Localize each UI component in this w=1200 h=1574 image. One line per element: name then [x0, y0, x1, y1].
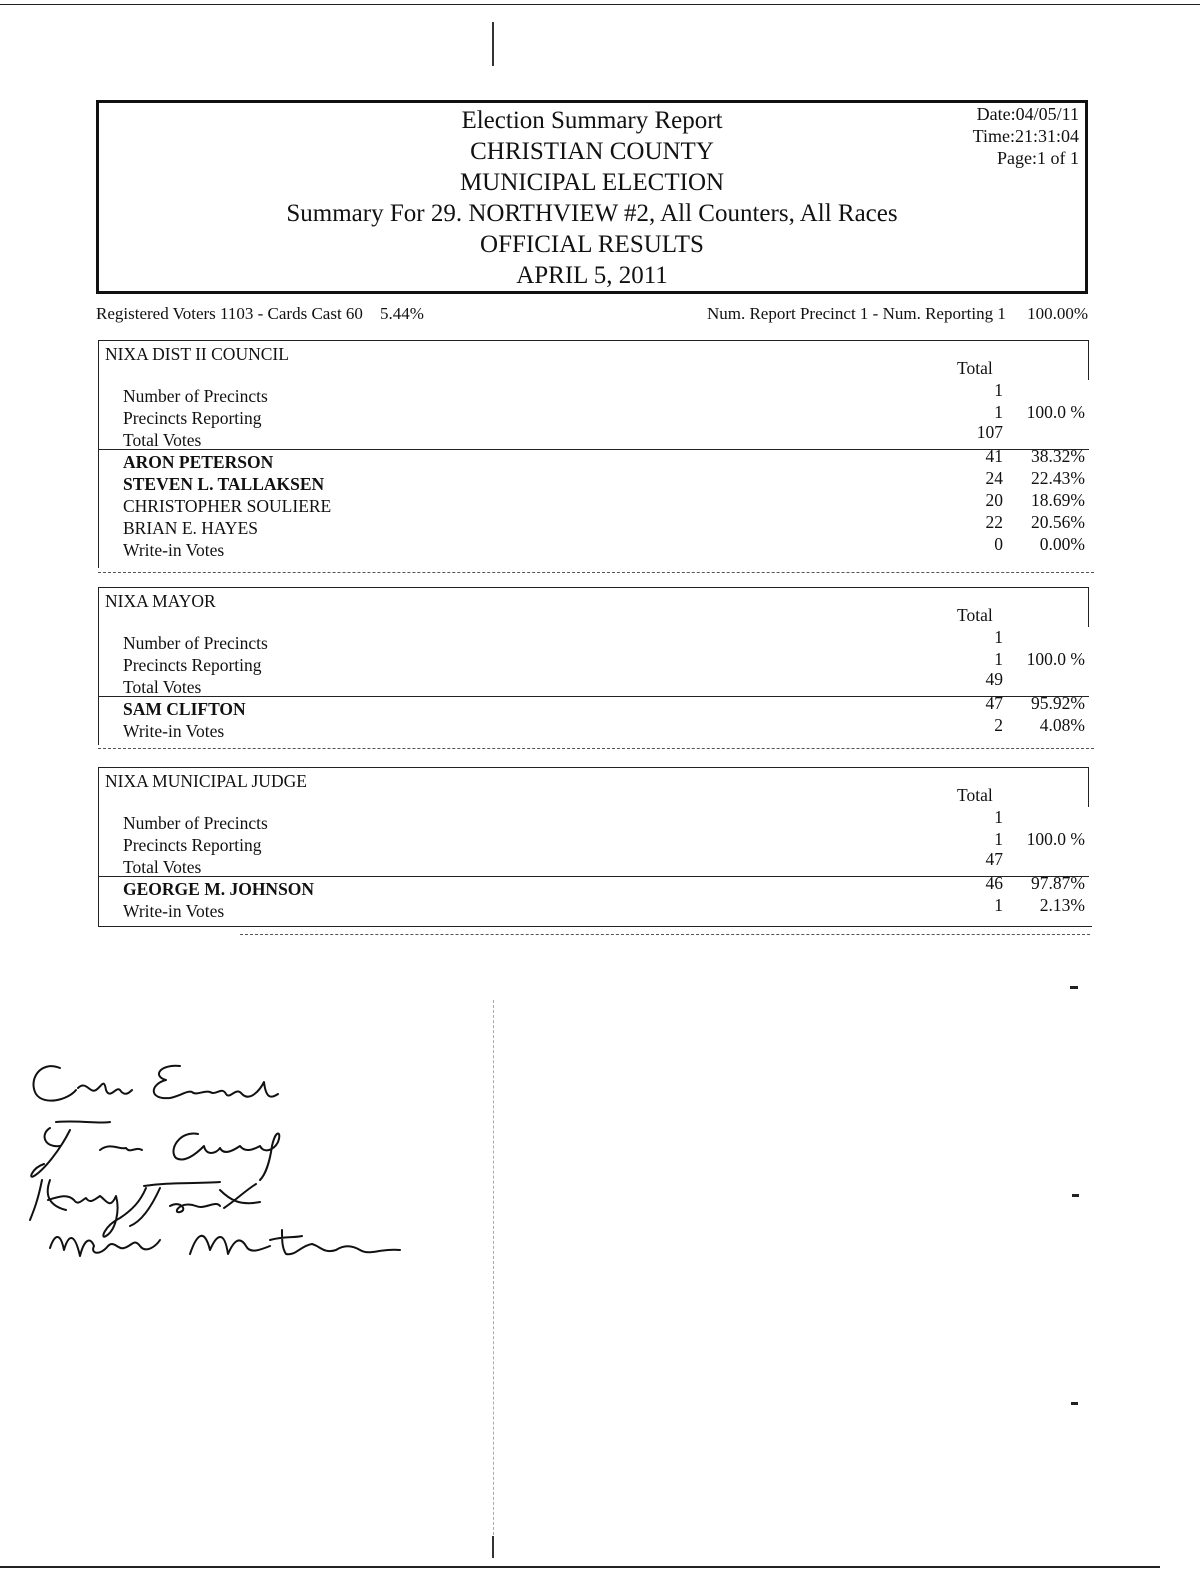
- summary-scope: Summary For 29. NORTHVIEW #2, All Counters, All Races: [286, 200, 898, 227]
- results-status: OFFICIAL RESULTS: [480, 231, 704, 258]
- total-header: Total: [957, 605, 993, 625]
- election-date: APRIL 5, 2011: [516, 262, 668, 289]
- stat-row: Number of Precincts 1: [123, 380, 1003, 406]
- race-divider: [240, 934, 1090, 935]
- signatures: [20, 1050, 440, 1280]
- registered-voters: Registered Voters 1103 - Cards Cast 60 5.44%: [96, 304, 424, 323]
- turnout-pct: 5.44%: [379, 304, 424, 323]
- stat-row: Total Votes 107: [123, 422, 1003, 450]
- reporting-summary: Num. Report Precinct 1 - Num. Reporting 1 100.00%: [706, 304, 1088, 323]
- county-name: CHRISTIAN COUNTY: [470, 138, 714, 165]
- election-name: MUNICIPAL ELECTION: [459, 169, 725, 196]
- page-top-edge: [0, 4, 1200, 5]
- page-number: Page:1 of 1: [997, 148, 1079, 168]
- total-header: Total: [957, 785, 993, 805]
- signature-3: [30, 1180, 260, 1237]
- signature-1: [33, 1066, 278, 1101]
- race-title: NIXA DIST II COUNCIL: [105, 344, 289, 364]
- stat-row: Precincts Reporting 1 100.0 %: [123, 649, 1085, 675]
- race-mayor: [98, 587, 1085, 745]
- scan-mark: [1072, 1194, 1079, 1197]
- candidate-row: CHRISTOPHER SOULIERE 20 18.69%: [123, 490, 1085, 516]
- race-title: NIXA MUNICIPAL JUDGE: [105, 771, 307, 791]
- race-divider: [98, 748, 1094, 749]
- candidate-row: Write-in Votes 0 0.00%: [123, 534, 1085, 560]
- candidate-row: Write-in Votes 1 2.13%: [123, 895, 1085, 921]
- report-time: Time:21:31:04: [972, 126, 1079, 146]
- race-council: [98, 340, 1085, 568]
- candidate-row: ARON PETERSON 41 38.32%: [123, 446, 1085, 472]
- report-title: Election Summary Report: [461, 107, 723, 134]
- stat-row: Precincts Reporting 1 100.0 %: [123, 402, 1085, 428]
- header-titles: [99, 105, 1085, 291]
- page-bottom-edge: [0, 1566, 1160, 1568]
- reporting-pct: 100.00%: [1027, 304, 1088, 323]
- header-meta: [973, 103, 1079, 169]
- stat-row: Precincts Reporting 1 100.0 %: [123, 829, 1085, 855]
- stat-row: Number of Precincts 1: [123, 627, 1003, 653]
- candidate-row: BRIAN E. HAYES 22 20.56%: [123, 512, 1085, 538]
- candidate-row: STEVEN L. TALLAKSEN 24 22.43%: [123, 468, 1085, 494]
- race-title: NIXA MAYOR: [105, 591, 216, 611]
- report-header: [96, 100, 1088, 294]
- fold-line: [493, 1000, 494, 1540]
- scan-mark: [1071, 1402, 1078, 1405]
- signature-4: [50, 1230, 400, 1256]
- race-divider: [98, 572, 1094, 573]
- stat-row: Total Votes 47: [123, 849, 1003, 877]
- candidate-row: Write-in Votes 2 4.08%: [123, 715, 1085, 741]
- race-bottom-rule: [98, 926, 1092, 927]
- candidate-row: GEORGE M. JOHNSON 46 97.87%: [123, 873, 1085, 899]
- total-header: Total: [957, 358, 993, 378]
- stat-row: Total Votes 49: [123, 669, 1003, 697]
- scan-mark: [1070, 986, 1078, 989]
- signature-2: [31, 1121, 279, 1180]
- fold-mark-bottom: [492, 1536, 494, 1558]
- stat-row: Number of Precincts 1: [123, 807, 1003, 833]
- race-judge: [98, 767, 1085, 927]
- report-date: Date:04/05/11: [976, 104, 1079, 124]
- fold-mark-top: [492, 22, 494, 66]
- candidate-row: SAM CLIFTON 47 95.92%: [123, 693, 1085, 719]
